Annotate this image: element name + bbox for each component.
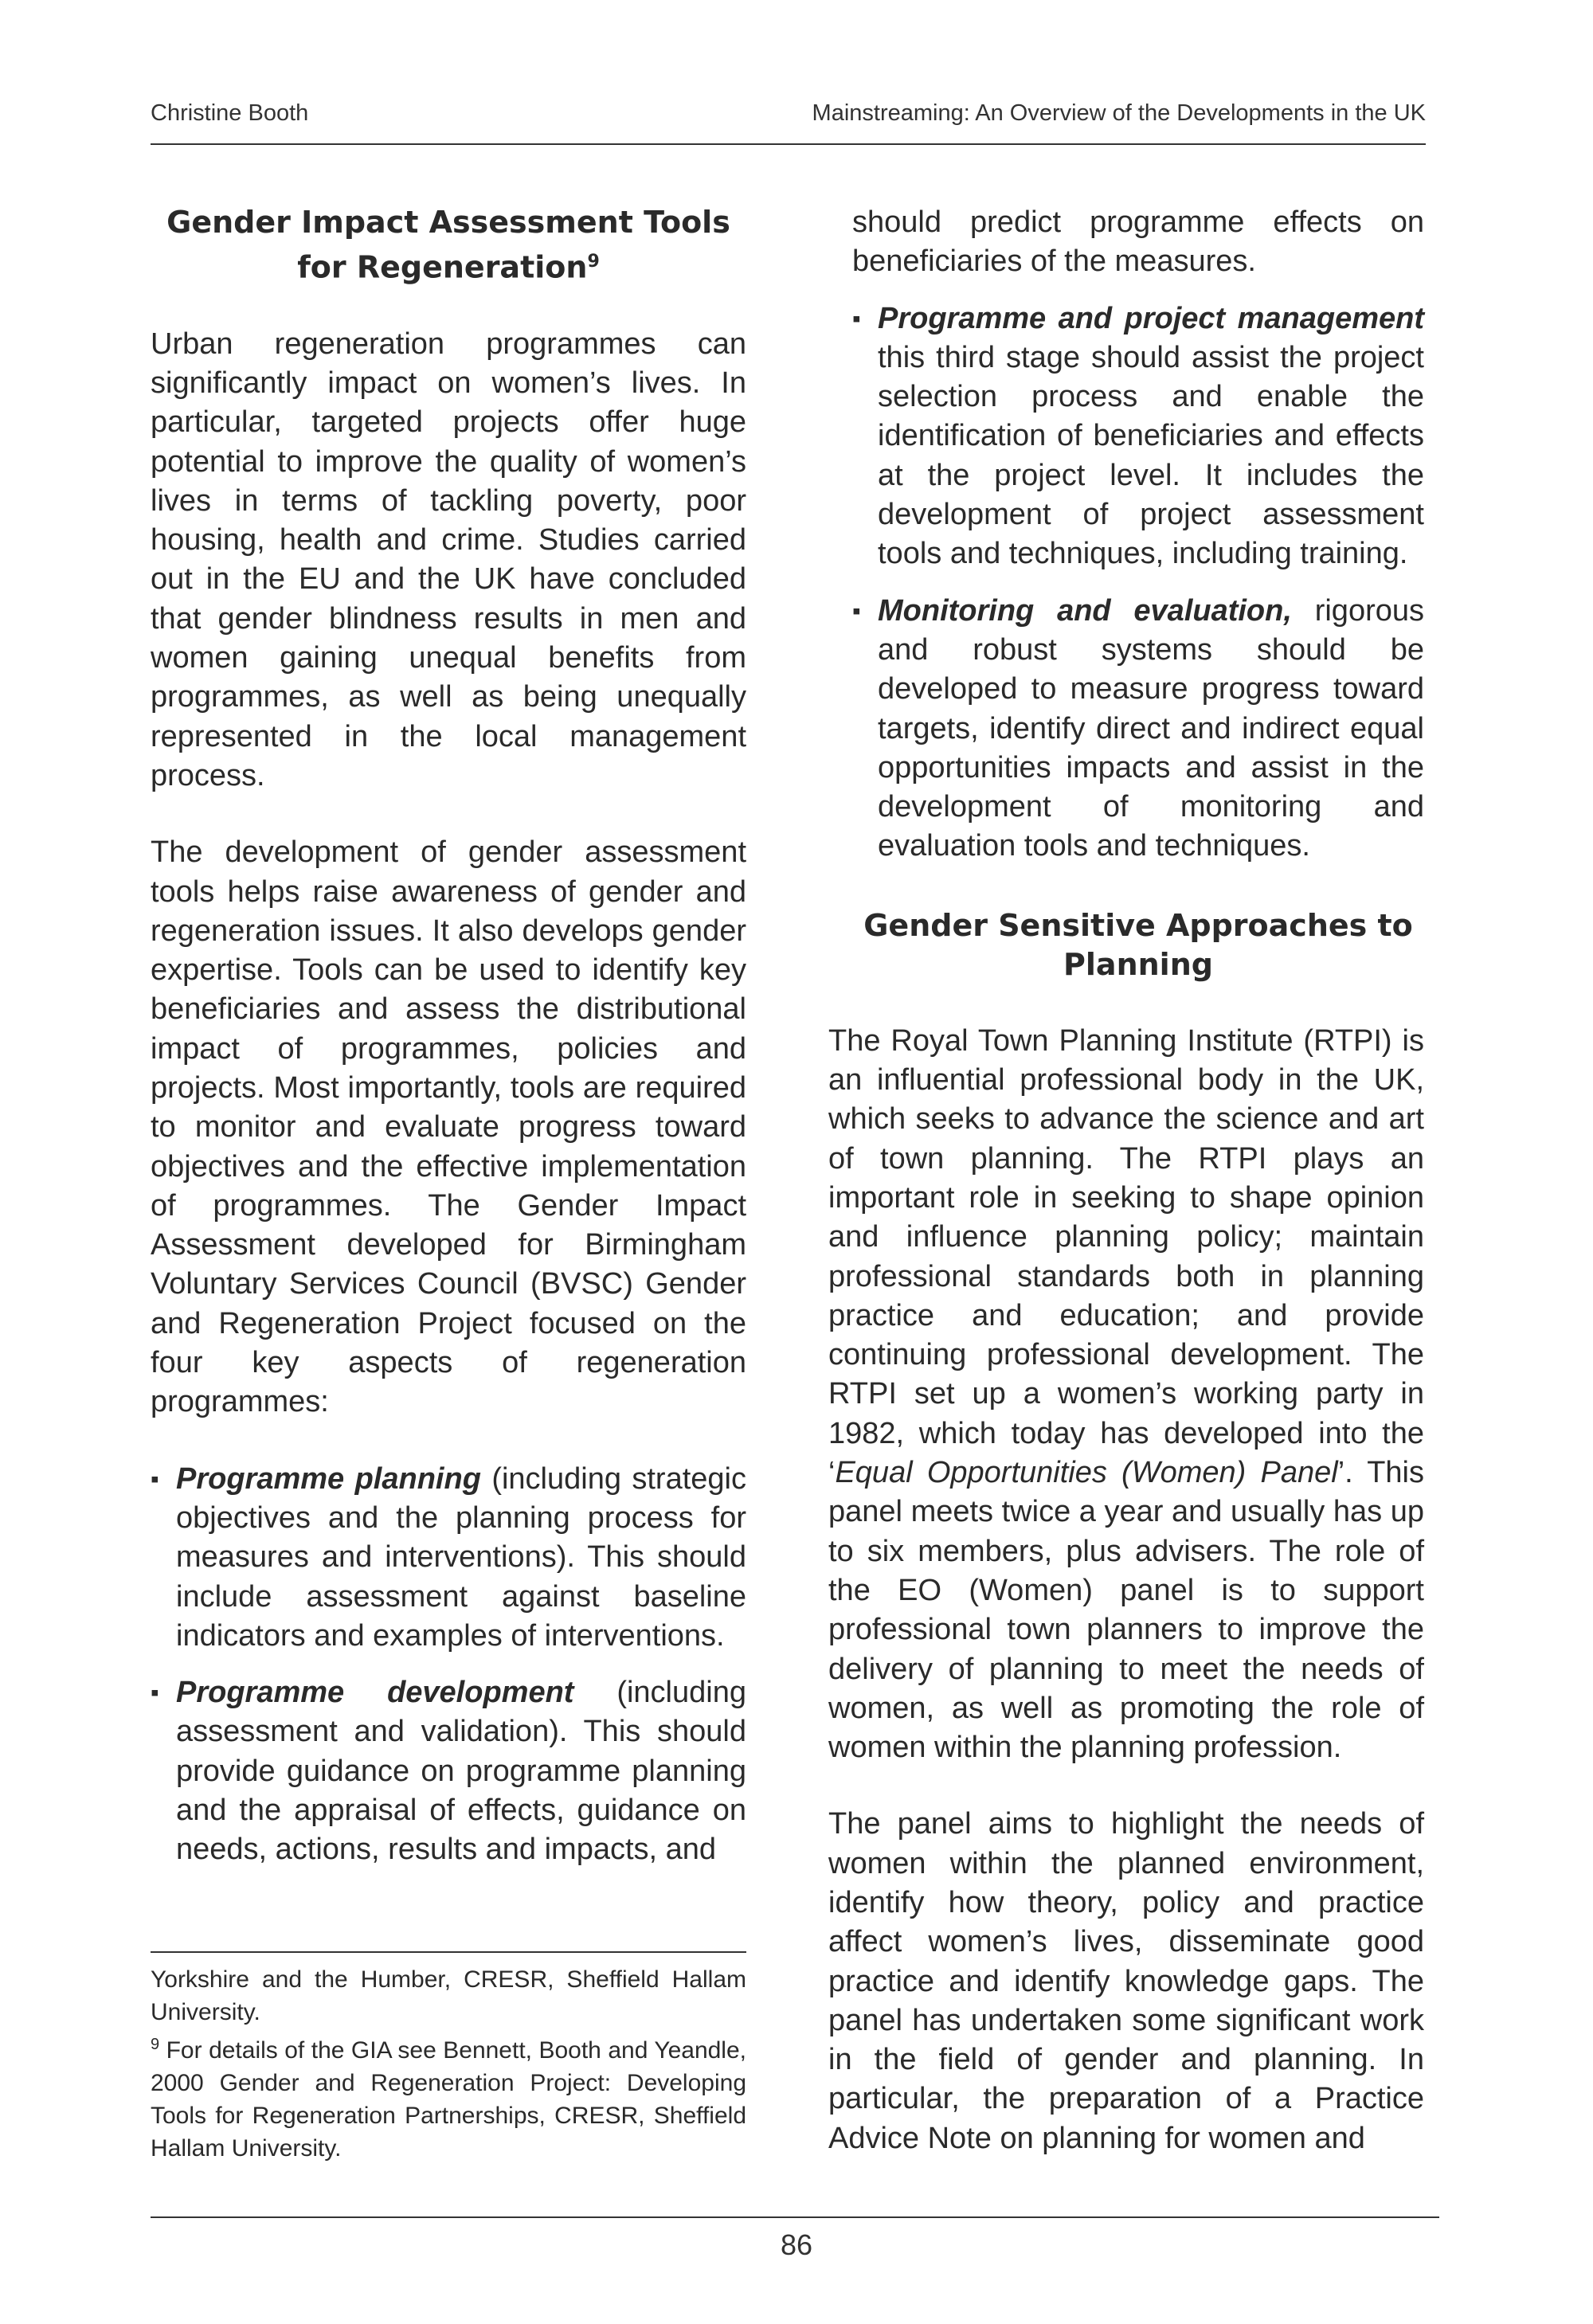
bullet-term: Monitoring and evaluation,: [878, 593, 1292, 628]
panel-name: Equal Opportunities (Women) Panel: [835, 1456, 1338, 1490]
list-item: [151, 1673, 746, 1869]
list-item: [151, 1460, 746, 1656]
running-header-author: Christine Booth: [151, 100, 309, 126]
bullet-text: this third stage should assist the project selection process and enable the identification of beneficiaries and effects at the project level. It includes the development of project assessment tools and techniques, including training.: [878, 340, 1424, 571]
list-item: [852, 592, 1424, 867]
footnote-divider: [151, 1951, 746, 1953]
bullet-term: Programme development: [176, 1676, 574, 1710]
bullet-text: (including assessment and validation). This should provide guidance on programme planning and the appraisal of effects, guidance on needs, actions, results and impacts, and: [176, 1676, 746, 1867]
heading-text: Gender Impact Assessment Tools for Regeneration: [166, 205, 730, 285]
footnote-marker: 9: [151, 2036, 160, 2053]
footnotes: [151, 1963, 746, 2165]
rtpi-text-end: ’. This panel meets twice a year and usually has up to six members, plus advisers. The role of the EO (Women) panel is to support professional town planners to improve the delivery of planning to meet the needs of women, as well as promoting the role of women within the planning profession.: [828, 1456, 1424, 1765]
bullet-term: Programme planning: [176, 1461, 481, 1496]
left-column: [151, 203, 746, 1870]
footer-divider: [151, 2216, 1439, 2218]
key-aspects-list: [151, 1460, 746, 1870]
paragraph-rtpi: [828, 1022, 1424, 1768]
running-header-title: Mainstreaming: An Overview of the Developments in the UK: [812, 100, 1426, 126]
footnote-9: [151, 2029, 746, 2165]
bullet-text: (including strategic objectives and the planning process for measures and interventions). This should include assessment against baseline indicators and examples of interventions.: [176, 1461, 746, 1653]
section-heading-planning: Gender Sensitive Approaches to Planning: [863, 907, 1413, 982]
bullet-text: rigorous and robust systems should be developed to measure progress toward targets, identify direct and indirect equal opportunities impacts and assist in the development of monitoring and evaluation tools and techniques.: [878, 593, 1424, 863]
rtpi-text-start: The Royal Town Planning Institute (RTPI) is an influential professional body in the UK, which seeks to advance the science and art of town planning. The RTPI plays an important role in seeking to shape opinion and influence planning policy; maintain professional standards both in planning practice and education; and provide continuing professional development. The RTPI set up a women’s working party in 1982, which today has developed into the ‘: [828, 1023, 1424, 1490]
paragraph-assessment-tools: The development of gender assessment tools helps raise awareness of gender and regeneration issues. It also develops gender expertise. Tools can be used to identify key beneficiaries and assess the distributional impact of programmes, policies and projects. Most importantly, tools are required to monitor and evaluate progress toward objectives and the effective implementation of programmes. The Gender Impact Assessment developed for Birmingham Voluntary Services Council (BVSC) Gender and Regeneration Project focused on the four key aspects of regeneration programmes:: [151, 835, 746, 1419]
footnote-continuation: Yorkshire and the Humber, CRESR, Sheffield Hallam University.: [151, 1966, 746, 2025]
header-divider: [151, 143, 1426, 145]
footnote-ref-9: 9: [587, 252, 600, 272]
key-aspects-list-continued: [852, 299, 1424, 867]
paragraph-regeneration: Urban regeneration programmes can significantly impact on women’s lives. In particular, targeted projects offer huge potential to improve the quality of women’s lives in terms of tackling poverty, poor housing, health and crime. Studies carried out in the EU and the UK have concluded that gender blindness results in men and women gaining unequal benefits from programmes, as well as being unequally represented in the local management process.: [151, 327, 746, 792]
right-column: [828, 203, 1424, 2158]
list-item: [852, 299, 1424, 574]
paragraph-panel-aims: The panel aims to highlight the needs of women within the planned environment, identify how theory, policy and practice affect women’s lives, disseminate good practice and identify knowledge gaps. The panel has undertaken some significant work in the field of gender and planning. In particular, the preparation of a Practice Advice Note on planning for women and: [828, 1807, 1424, 2155]
footnote-text: For details of the GIA see Bennett, Booth and Yeandle, 2000 Gender and Regeneration Project: Developing Tools for Regeneration Partnerships, CRESR, Sheffield Hallam University.: [151, 2037, 746, 2162]
section-heading-gia-tools: [151, 203, 746, 288]
bullet-term: Programme and project management: [878, 301, 1424, 335]
bullet-continuation: should predict programme effects on beneficiaries of the measures.: [852, 205, 1424, 279]
page-number: 86: [780, 2228, 813, 2261]
